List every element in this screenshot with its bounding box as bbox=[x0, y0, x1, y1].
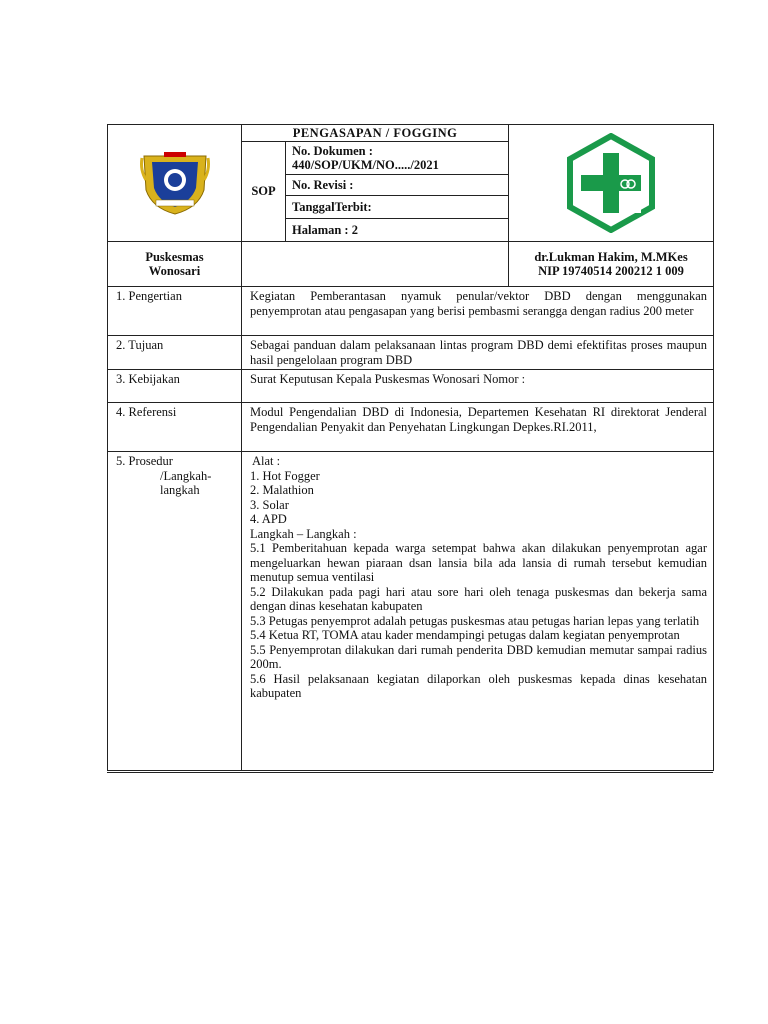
section-label-pengertian: 1. Pengertian bbox=[108, 287, 242, 336]
left-logo-cell bbox=[108, 125, 242, 242]
issue-date-field: TanggalTerbit: bbox=[286, 196, 509, 219]
revision-field: No. Revisi : bbox=[286, 175, 509, 196]
sop-document bbox=[107, 124, 713, 771]
blank-signature-area bbox=[242, 242, 509, 287]
prosedur-label-line2: /Langkah- bbox=[160, 468, 212, 483]
doc-number-label: No. Dokumen : bbox=[292, 143, 373, 158]
tool-item: 3. Solar bbox=[250, 497, 289, 512]
prosedur-label-line3: langkah bbox=[160, 483, 200, 497]
org-name-line1: Puskesmas bbox=[145, 249, 204, 264]
sop-table bbox=[107, 124, 714, 771]
document-title: PENGASAPAN / FOGGING bbox=[242, 125, 509, 142]
section-content-kebijakan: Surat Keputusan Kepala Puskesmas Wonosari Nomor : bbox=[242, 370, 714, 403]
signer-nip: NIP 19740514 200212 1 009 bbox=[538, 264, 684, 278]
signer-name: dr.Lukman Hakim, M.MKes bbox=[534, 249, 688, 264]
section-label-referensi: 4. Referensi bbox=[108, 403, 242, 452]
sop-label: SOP bbox=[242, 142, 286, 242]
tools-heading: Alat : bbox=[252, 454, 281, 468]
doc-number-field bbox=[286, 142, 509, 175]
step-item: 5.6 Hasil pelaksanaan kegiatan dilaporkan oleh puskesmas kepada dinas kesehatan kabupaten bbox=[250, 671, 708, 700]
step-item: 5.4 Ketua RT, TOMA atau kader mendampingi petugas dalam kegiatan penyemprotan bbox=[250, 628, 680, 642]
org-name bbox=[108, 242, 242, 287]
prosedur-label-line1: 5. Prosedur bbox=[116, 454, 173, 468]
page-field: Halaman : 2 bbox=[286, 219, 509, 242]
step-item: 5.5 Penyemprotan dilakukan dari rumah penderita DBD kemudian memutar sampai radius 200m. bbox=[250, 642, 708, 671]
section-content-referensi: Modul Pengendalian DBD di Indonesia, Departemen Kesehatan RI direktorat Jenderal Pengendalian Penyakit dan Penyehatan Lingkungan Depkes.RI.2011, bbox=[242, 403, 714, 452]
signer-block bbox=[509, 242, 714, 287]
section-content-prosedur bbox=[242, 452, 714, 771]
steps-heading: Langkah – Langkah : bbox=[250, 526, 357, 541]
tool-item: 1. Hot Fogger bbox=[250, 468, 320, 483]
doc-number-value: 440/SOP/UKM/NO...../2021 bbox=[292, 158, 439, 172]
footer-divider bbox=[107, 772, 713, 773]
tool-item: 2. Malathion bbox=[250, 483, 314, 497]
step-item: 5.2 Dilakukan pada pagi hari atau sore hari oleh tenaga puskesmas dan bekerja sama dengan dinas kesehatan kabupaten bbox=[250, 584, 708, 613]
section-label-kebijakan: 3. Kebijakan bbox=[108, 370, 242, 403]
section-content-pengertian: Kegiatan Pemberantasan nyamuk penular/vektor DBD dengan menggunakan penyemprotan atau pengasapan yang berisi pembasmi serangga dengan radius 200 meter bbox=[242, 287, 714, 336]
section-label-tujuan: 2. Tujuan bbox=[108, 336, 242, 370]
step-item: 5.1 Pemberitahuan kepada warga setempat bahwa akan dilakukan penyemprotan agar mengeluarkan hewan piaraan dsan lansia bila ada lansia di rumah tersebut kemudian menutup semua ventilasi bbox=[250, 541, 708, 584]
puskesmas-cross-icon bbox=[561, 133, 661, 233]
section-label-prosedur bbox=[108, 452, 242, 771]
right-logo-cell bbox=[509, 125, 714, 242]
section-content-tujuan: Sebagai panduan dalam pelaksanaan lintas program DBD demi efektifitas proses maupun hasil pengelolaan program DBD bbox=[242, 336, 714, 370]
org-name-line2: Wonosari bbox=[148, 264, 201, 278]
regency-emblem-icon bbox=[138, 150, 212, 216]
tool-item: 4. APD bbox=[250, 512, 287, 526]
step-item: 5.3 Petugas penyemprot adalah petugas puskesmas atau petugas harian lepas yang terlatih bbox=[250, 613, 700, 628]
